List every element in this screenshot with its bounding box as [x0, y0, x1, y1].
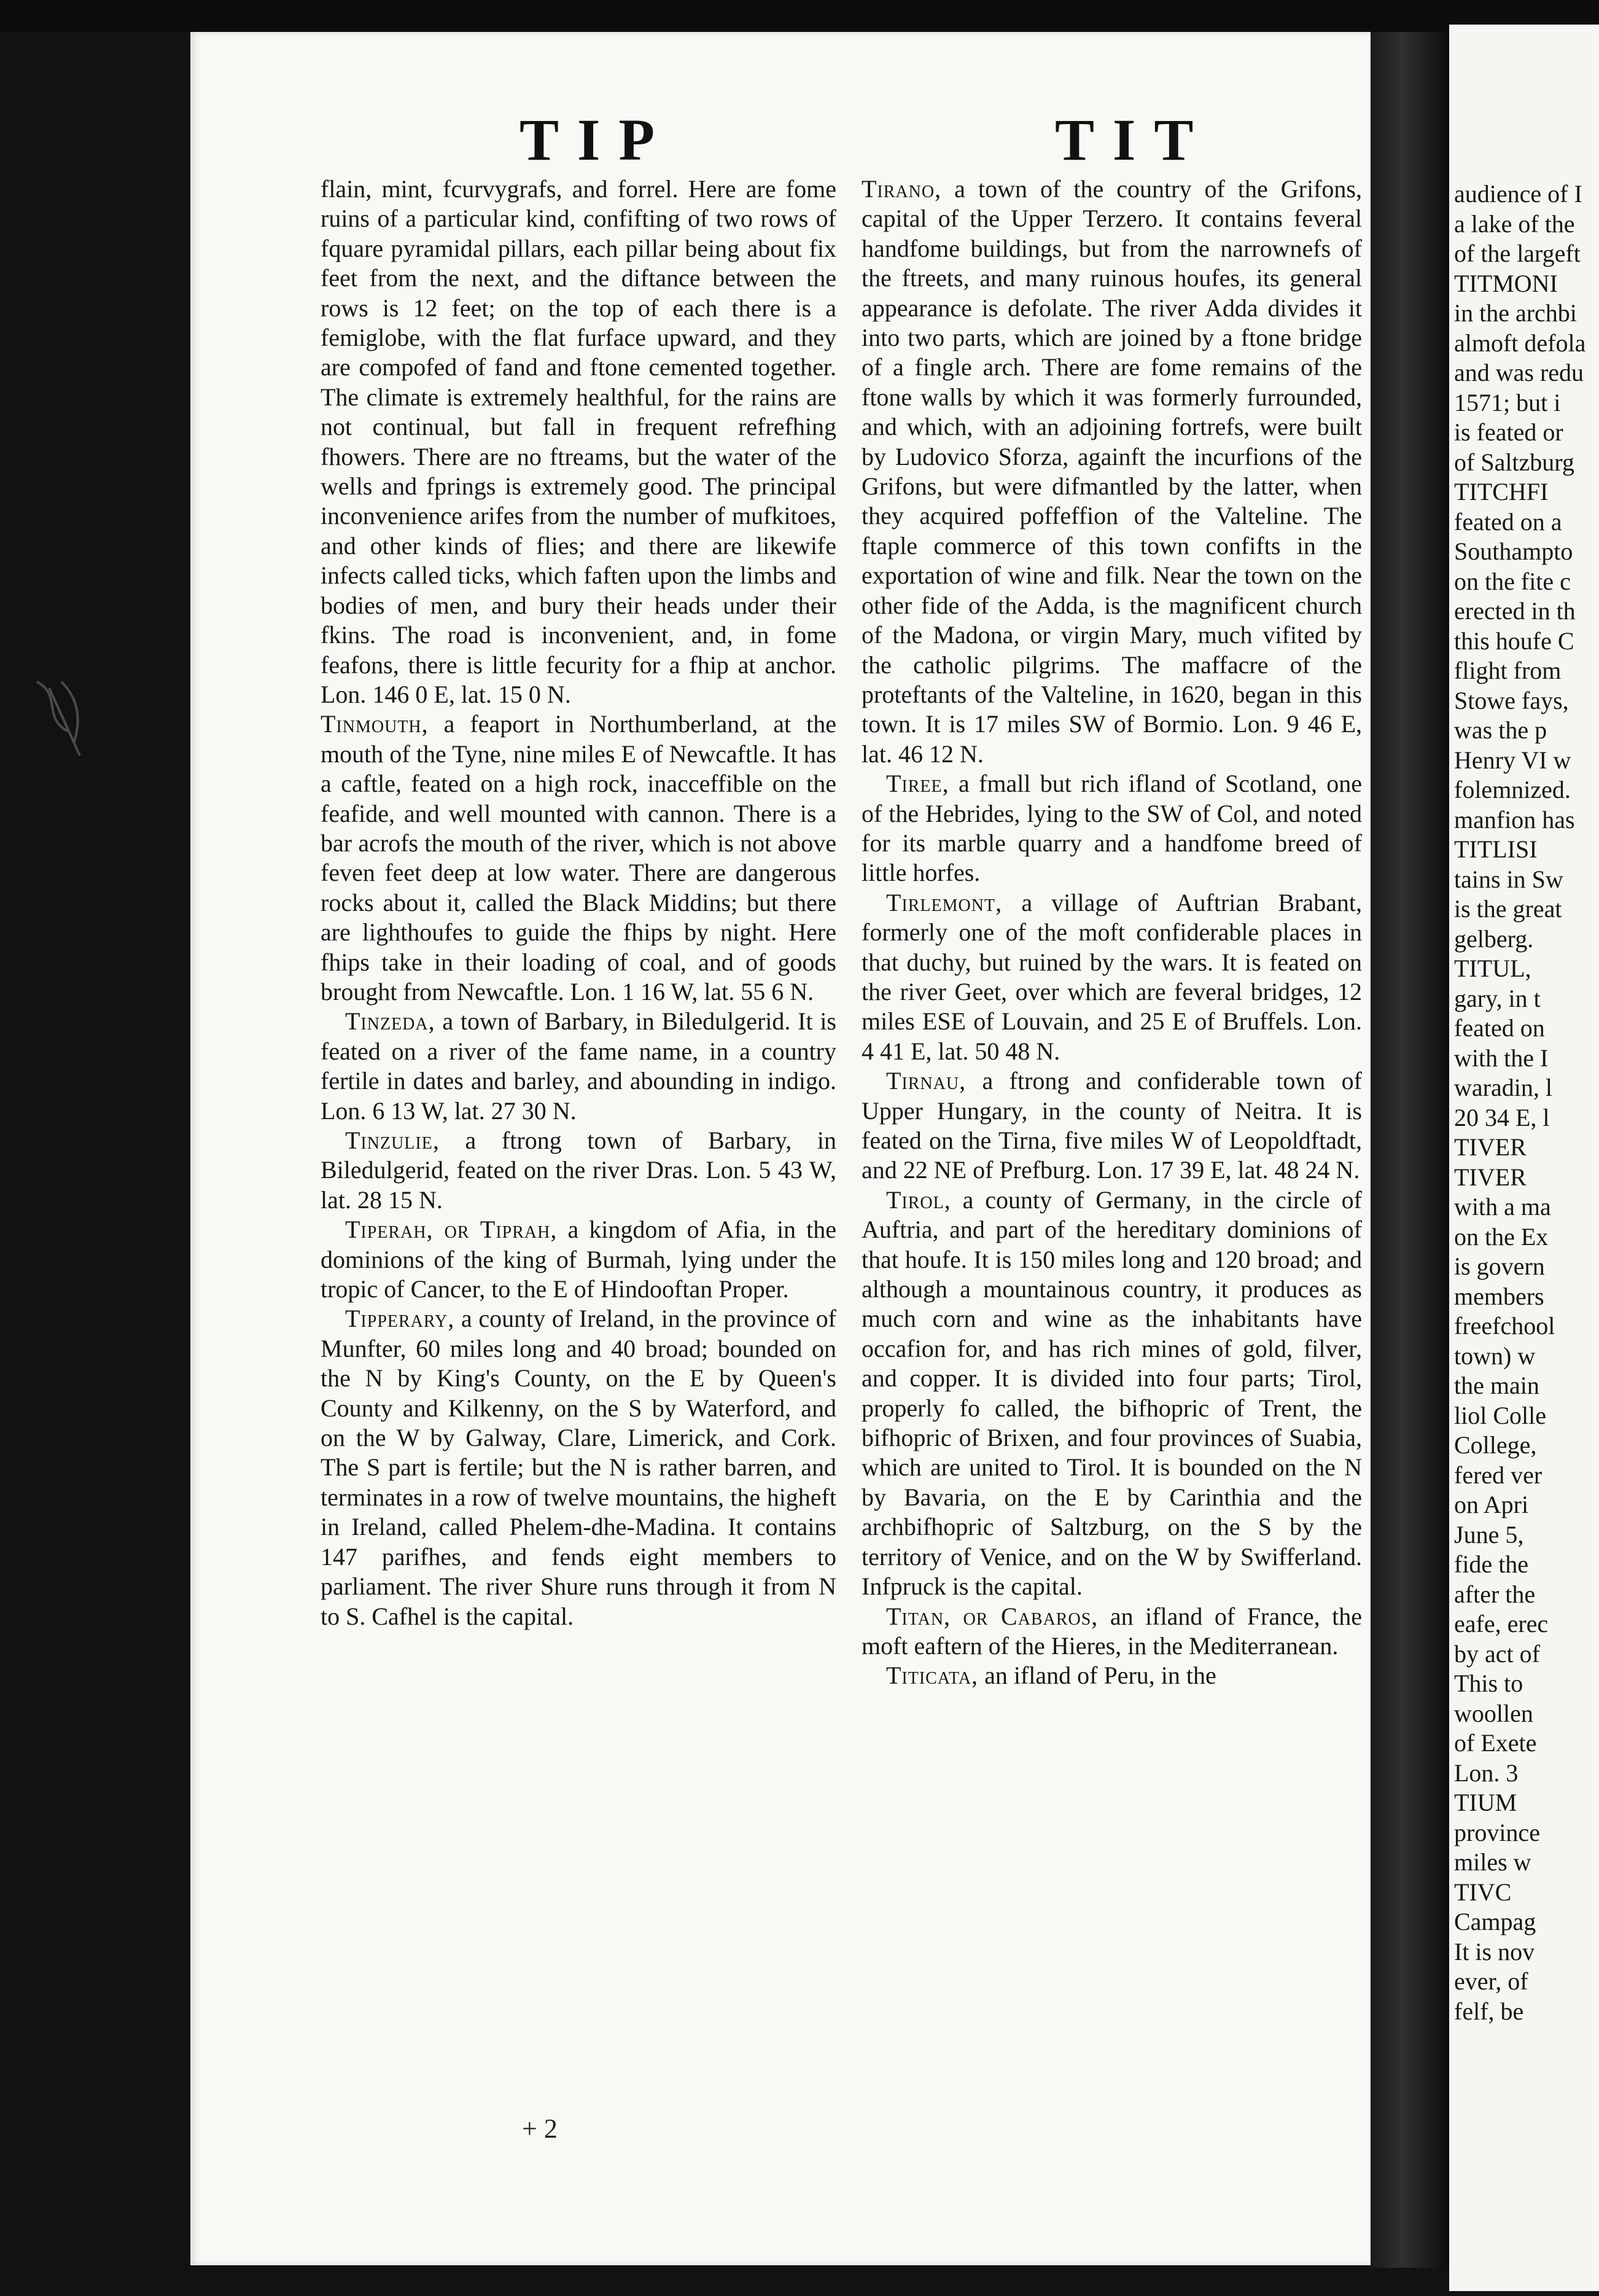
fragment-line: on the Ex — [1454, 1222, 1549, 1251]
fragment-line: on Apri — [1454, 1491, 1529, 1518]
fragment-line: Southampto — [1454, 537, 1573, 565]
fragment-line: folemnized. — [1454, 776, 1571, 803]
fragment-line: of the largeft — [1454, 240, 1581, 267]
entry-text: a town of the country of the Grifons, capital of the Upper Terzero. It contains feveral handfome buildings, but from the narrownefs of the ftreets, and many ruinous houfes, its general appearance is defolate. The river Adda divides it into two parts, which are joined by a ftone bridge of a fingle arch. There are fome remains of the ftone walls by which it was formerly furrounded, and which, with an adjoining fortrefs, were built by Ludovico Sforza, againft the incurfions of the Grifons, but were difmantled by the latter, when they acquired poffeffion of the Valteline. The ftaple commerce of this town confifts in the exportation of wine and filk. Near the town on the other fide of the Adda, is the magnificent church of the Madona, or virgin Mary, much vifited by the catholic pilgrims. The maffacre of the proteftants of the Valteline, in 1620, began in this town. It is 17 miles SW of Bormio. Lon. 9 46 E, lat. 46 12 N. — [862, 175, 1362, 768]
fragment-line: of Saltzburg — [1454, 448, 1574, 476]
fragment-line: woollen — [1454, 1699, 1533, 1727]
fragment-line: is feated or — [1454, 418, 1563, 446]
entry-text: a town of Barbary, in Biledulgerid. It is feated on a river of the fame name, in a country fertile in dates and barley, and abounding in indigo. Lon. 6 13 W, lat. 27 30 N. — [321, 1007, 836, 1125]
fragment-line: is the great — [1454, 895, 1562, 923]
fragment-line: felf, be — [1454, 1997, 1524, 2025]
entry-headword: Tirano, — [862, 175, 942, 203]
entry-text: a feaport in Northumberland, at the mouth of the Tyne, nine miles E of Newcaftle. It has a caftle, feated on a high rock, inacceffible on the feafide, and well mounted with cannon. There is a bar acrofs the mouth of the river, which is not above feven feet deep at low water. There are dangerous rocks about it, called the Black Middins; but there are lighthoufes to guide the fhips by night. Here fhips take in their loading of coal, and of goods brought from Newcaftle. Lon. 1 16 W, lat. 55 6 N. — [321, 710, 837, 1005]
fragment-line: audience of I — [1454, 180, 1582, 208]
gazetteer-entry — [862, 1066, 1362, 1185]
entry-headword: Tinzeda, — [345, 1007, 435, 1036]
fragment-line: with a ma — [1454, 1193, 1551, 1220]
entry-text: a kingdom of Afia, in the dominions of the king of Burmah, lying under the tropic of Cancer, to the E of Hindooftan Proper. — [321, 1216, 837, 1303]
fragment-line: with the I — [1454, 1044, 1549, 1072]
continuation-paragraph: flain, mint, fcurvygrafs, and forrel. Here are fome ruins of a particular kind, confifting of two rows of fquare pyramidal pillars, each pillar being about fix feet from the next, and the diftance between the rows is 12 feet; on the top of each there is a femiglobe, with the flat furface upward, and they are compofed of fand and ftone cemented together. The climate is extremely healthful, for the rains are not continual, but fall in frequent refrefhing fhowers. There are no ftreams, but the water of the wells and fprings is extremely good. The principal inconvenience arifes from the number of mufkitoes, and other kinds of flies; and there are likewife infects called ticks, which faften upon the limbs and bodies of men, and bury their heads under their fkins. The road is inconvenient, and, in fome feafons, there is little fecurity for a fhip at anchor. Lon. 146 0 E, lat. 15 0 N. — [321, 175, 836, 708]
fragment-line: freefchool — [1454, 1312, 1555, 1340]
entry-text: an ifland of Peru, in the — [984, 1661, 1216, 1690]
fragment-line: is govern — [1454, 1252, 1545, 1280]
fragment-line: Henry VI w — [1454, 746, 1571, 774]
entry-headword: Tirol, — [886, 1185, 951, 1214]
fragment-line: 1571; but i — [1454, 388, 1561, 416]
fragment-line: was the p — [1454, 716, 1547, 744]
fragment-line: waradin, l — [1454, 1074, 1552, 1101]
fragment-line: This to — [1454, 1669, 1523, 1697]
fragment-line: Lon. 3 — [1454, 1759, 1519, 1787]
fragment-line: Stowe fays, — [1454, 686, 1569, 714]
fragment-line: town) w — [1454, 1341, 1536, 1370]
fragment-line: the main — [1454, 1372, 1539, 1399]
fragment-line: gelberg. — [1454, 924, 1534, 953]
entry-text: an ifland of France, the moft eaftern of the Hieres, in the Mediterranean. — [862, 1602, 1362, 1660]
running-head-left: TIP — [519, 107, 674, 173]
entry-headword: Tiperah, or Tiprah, — [345, 1216, 558, 1244]
fragment-line: 20 34 E, l — [1454, 1103, 1550, 1131]
gazetteer-entry — [862, 1602, 1362, 1661]
gazetteer-entry — [862, 888, 1362, 1066]
fragment-line: in the archbi — [1454, 299, 1577, 327]
fragment-line: TITMONI — [1454, 269, 1558, 297]
gazetteer-entry — [862, 174, 1362, 769]
entry-headword: Tinzulie, — [345, 1127, 440, 1154]
fragment-line: eafe, erec — [1454, 1610, 1549, 1638]
fragment-line: province — [1454, 1818, 1540, 1846]
running-head-right: TIT — [1055, 107, 1212, 173]
fragment-line: liol Colle — [1454, 1401, 1546, 1429]
book-gutter — [1371, 32, 1450, 2268]
entry-headword: Tirlemont, — [886, 888, 1003, 916]
fragment-line: this houfe C — [1454, 627, 1574, 655]
fragment-line: manfion has — [1454, 805, 1575, 834]
fragment-line: June 5, — [1454, 1520, 1524, 1548]
fragment-line: TIVER — [1454, 1133, 1527, 1161]
fragment-line: TIVER — [1454, 1163, 1527, 1191]
entry-headword: Tiree, — [886, 770, 949, 798]
gazetteer-entry — [862, 1661, 1362, 1690]
gazetteer-entry — [321, 709, 836, 1007]
scan-border — [0, 0, 1599, 32]
fragment-line: Campag — [1454, 1908, 1536, 1935]
margin-pen-mark — [25, 670, 98, 768]
fragment-line: a lake of the — [1454, 209, 1575, 238]
gazetteer-entry — [321, 1304, 836, 1631]
fragment-line: feated on — [1454, 1014, 1545, 1042]
next-page-column-fragment — [1454, 179, 1599, 2026]
fragment-line: feated on a — [1454, 507, 1562, 536]
fragment-line: gary, in t — [1454, 984, 1541, 1012]
gazetteer-entry — [321, 1126, 836, 1215]
fragment-line: fide the — [1454, 1550, 1529, 1578]
fragment-line: after the — [1454, 1580, 1536, 1608]
left-column — [321, 174, 836, 1631]
right-column — [862, 174, 1362, 1691]
gazetteer-entry — [321, 1215, 836, 1304]
entry-headword: Tipperary, — [345, 1305, 455, 1333]
fragment-line: ever, of — [1454, 1967, 1528, 1995]
fragment-line: by act of — [1454, 1639, 1540, 1668]
gazetteer-entry — [321, 1007, 836, 1126]
fragment-line: TIUM — [1454, 1789, 1517, 1816]
fragment-line: tains in Sw — [1454, 865, 1563, 893]
fragment-line: fered ver — [1454, 1461, 1543, 1489]
fragment-line: TIVC — [1454, 1878, 1512, 1906]
fragment-line: flight from — [1454, 657, 1562, 684]
entry-headword: Tirnau, — [886, 1067, 967, 1095]
entry-headword: Titicata, — [886, 1661, 979, 1690]
gazetteer-entry — [862, 769, 1362, 888]
fragment-line: members — [1454, 1282, 1544, 1310]
entry-text: a ftrong and confiderable town of Upper Hungary, in the county of Neitra. It is feated on the Tirna, five miles W of Leopoldftadt, and 22 NE of Prefburg. Lon. 17 39 E, lat. 48 24 N. — [862, 1067, 1362, 1184]
entry-text: a fmall but rich ifland of Scotland, one of the Hebrides, lying to the SW of Col, and noted for its marble quarry and a handfome breed of little horfes. — [862, 770, 1363, 887]
fragment-line: College, — [1454, 1431, 1537, 1459]
page-footer-mark: + 2 — [522, 2114, 558, 2144]
fragment-line: of Exete — [1454, 1729, 1537, 1757]
gazetteer-entry — [862, 1185, 1362, 1602]
entry-text: a county of Germany, in the circle of Auftria, and part of the hereditary dominions of that houfe. It is 150 miles long and 120 broad; and although a mountainous country, it produces as much corn and wine as the inhabitants have occafion for, and has rich mines of gold, filver, and copper. It is divided into four parts; Tirol, properly fo called, the bifhopric of Trent, the bifhopric of Brixen, and four provinces of Suabia, which are united to Tirol. It is bounded on the N by Bavaria, on the E by Carinthia and the archbifhopric of Saltzburg, on the S by the territory of Venice, and on the W by Swifferland. Infpruck is the capital. — [862, 1185, 1363, 1601]
fragment-line: It is nov — [1454, 1937, 1535, 1966]
fragment-line: TITCHFI — [1454, 478, 1549, 506]
fragment-line: almoft defola — [1454, 329, 1586, 357]
entry-text: a ftrong town of Barbary, in Biledulgerid, feated on the river Dras. Lon. 5 43 W, lat. 28 15 N. — [321, 1127, 837, 1214]
fragment-line: miles w — [1454, 1848, 1531, 1876]
fragment-line: on the fite c — [1454, 567, 1571, 595]
entry-headword: Titan, or Cabaros, — [886, 1602, 1099, 1630]
fragment-line: TITUL, — [1454, 955, 1531, 982]
entry-text: a village of Auftrian Brabant, formerly one of the moft confiderable places in that duchy, but ruined by the wars. It is feated on the river Geet, over which are feveral bridges, 12 miles ESE of Louvain, and 25 E of Bruffels. Lon. 4 41 E, lat. 50 48 N. — [862, 888, 1363, 1065]
fragment-line: TITLISI — [1454, 835, 1538, 863]
fragment-line: erected in th — [1454, 597, 1576, 625]
entry-text: a county of Ireland, in the province of Munfter, 60 miles long and 40 broad; bounded on the N by King's County, on the E by Queen's County and Kilkenny, on the S by Waterford, and on the W by Galway, Clare, Limerick, and Cork. The S part is fertile; but the N is rather barren, and terminates in a row of twelve mountains, the higheft in Ireland, called Phelem-dhe-Madina. It contains 147 parifhes, and fends eight members to parliament. The river Shure runs through it from N to S. Cafhel is the capital. — [321, 1305, 837, 1630]
fragment-line: and was redu — [1454, 359, 1584, 386]
entry-headword: Tinmouth, — [321, 710, 429, 738]
